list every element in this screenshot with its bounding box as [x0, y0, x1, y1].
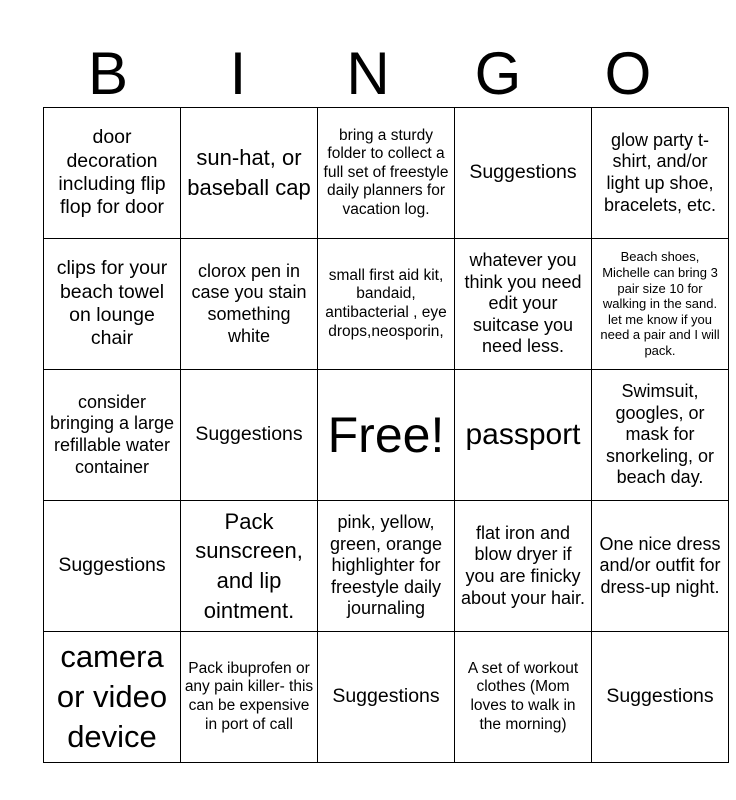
- bingo-cell[interactable]: Suggestions: [592, 632, 729, 763]
- header-letter-o: O: [604, 40, 652, 107]
- bingo-cell[interactable]: consider bringing a large refillable water container: [44, 370, 181, 501]
- board-row: [44, 632, 729, 763]
- bingo-cell[interactable]: Pack sunscreen, and lip ointment.: [181, 501, 318, 632]
- free-space-cell[interactable]: Free!: [318, 370, 455, 501]
- bingo-cell[interactable]: door decoration including flip flop for door: [44, 108, 181, 239]
- bingo-header: [43, 38, 693, 110]
- bingo-cell[interactable]: glow party t-shirt, and/or light up shoe, bracelets, etc.: [592, 108, 729, 239]
- bingo-cell[interactable]: flat iron and blow dryer if you are finicky about your hair.: [455, 501, 592, 632]
- bingo-cell[interactable]: clorox pen in case you stain something white: [181, 239, 318, 370]
- bingo-cell[interactable]: Suggestions: [455, 108, 592, 239]
- header-letter-b: B: [87, 40, 129, 107]
- bingo-cell[interactable]: sun-hat, or baseball cap: [181, 108, 318, 239]
- bingo-cell[interactable]: A set of workout clothes (Mom loves to walk in the morning): [455, 632, 592, 763]
- board-row: [44, 108, 729, 239]
- bingo-cell[interactable]: Suggestions: [181, 370, 318, 501]
- bingo-cell[interactable]: clips for your beach towel on lounge chair: [44, 239, 181, 370]
- bingo-cell[interactable]: Beach shoes, Michelle can bring 3 pair size 10 for walking in the sand. let me know if you need a pair and I will pack.: [592, 239, 729, 370]
- bingo-cell[interactable]: bring a sturdy folder to collect a full set of freestyle daily planners for vacation log.: [318, 108, 455, 239]
- board-row: [44, 239, 729, 370]
- bingo-cell[interactable]: Pack ibuprofen or any pain killer- this can be expensive in port of call: [181, 632, 318, 763]
- bingo-cell[interactable]: whatever you think you need edit your suitcase you need less.: [455, 239, 592, 370]
- bingo-cell[interactable]: Swimsuit, googles, or mask for snorkeling, or beach day.: [592, 370, 729, 501]
- header-letter-g: G: [474, 40, 522, 107]
- bingo-cell[interactable]: pink, yellow, green, orange highlighter for freestyle daily journaling: [318, 501, 455, 632]
- header-letter-n: N: [346, 40, 390, 107]
- bingo-board: [43, 107, 729, 763]
- bingo-cell[interactable]: Suggestions: [318, 632, 455, 763]
- bingo-cell[interactable]: One nice dress and/or outfit for dress-up night.: [592, 501, 729, 632]
- bingo-cell[interactable]: small first aid kit, bandaid, antibacterial , eye drops,neosporin,: [318, 239, 455, 370]
- board-row: [44, 501, 729, 632]
- bingo-cell[interactable]: Suggestions: [44, 501, 181, 632]
- bingo-cell[interactable]: passport: [455, 370, 592, 501]
- header-letter-i: I: [229, 40, 247, 107]
- board-row: [44, 370, 729, 501]
- bingo-cell[interactable]: camera or video device: [44, 632, 181, 763]
